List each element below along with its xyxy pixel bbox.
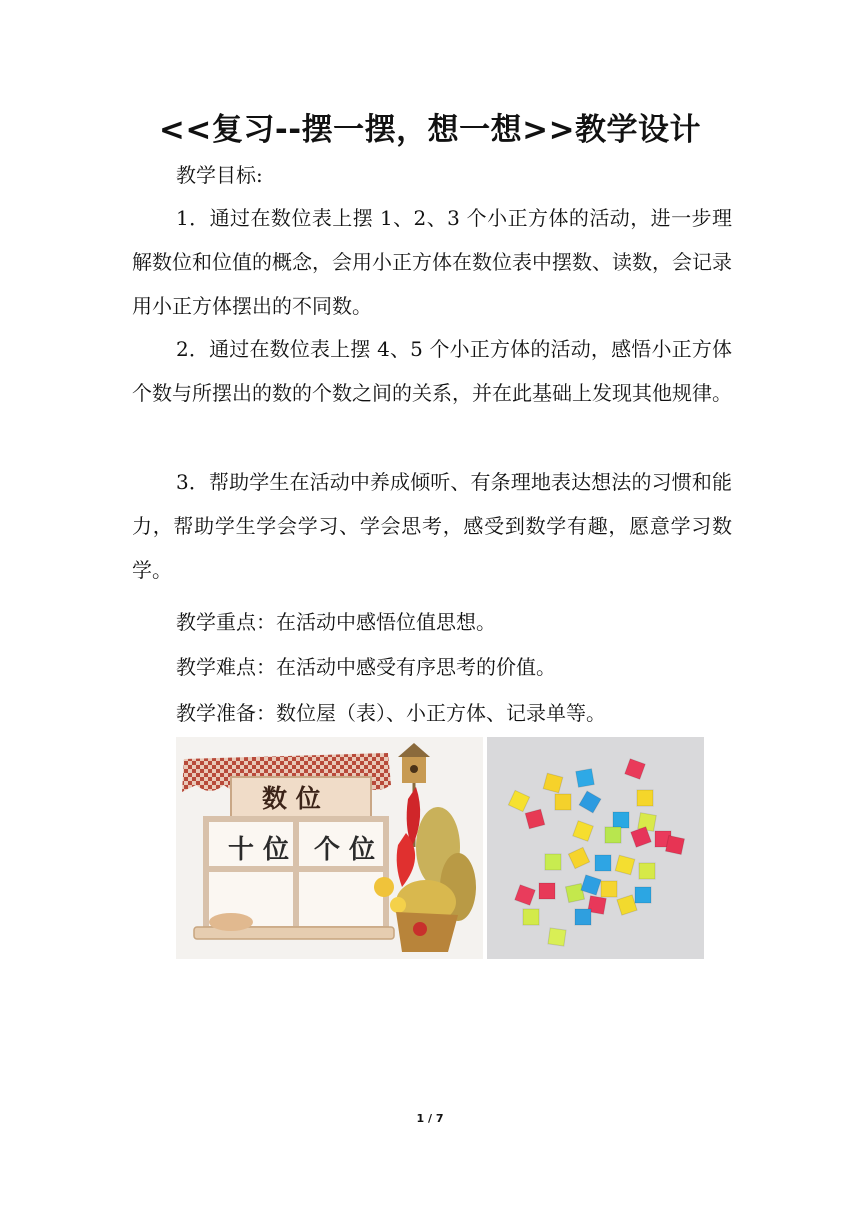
place-value-house-image bbox=[176, 737, 483, 959]
sign-top-label: 数 位 bbox=[262, 784, 321, 813]
page-number: 1 / 7 bbox=[416, 1112, 444, 1125]
preparation: 教学准备：数位屋（表）、小正方体、记录单等。 bbox=[176, 701, 606, 725]
tens-column-label: 十 位 bbox=[228, 835, 290, 865]
difficulty: 教学难点：在活动中感受有序思考的价值。 bbox=[176, 655, 556, 679]
ones-column-label: 个 位 bbox=[314, 835, 376, 865]
small-cubes-image bbox=[487, 737, 704, 959]
objective-1: 1．通过在数位表上摆 1、2、3 个小正方体的活动，进一步理解数位和位值的概念，会用小正方体在数位表中摆数、读数，会记录用小正方体摆出的不同数。 bbox=[132, 206, 732, 318]
objective-2: 2．通过在数位表上摆 4、5 个小正方体的活动，感悟小正方体个数与所摆出的数的个数之间的关系，并在此基础上发现其他规律。 bbox=[132, 337, 732, 405]
document-title: <<复习--摆一摆，想一想>>教学设计 bbox=[158, 112, 702, 148]
key-point: 教学重点：在活动中感悟位值思想。 bbox=[176, 610, 496, 634]
objective-3: 3．帮助学生在活动中养成倾听、有条理地表达想法的习惯和能力，帮助学生学会学习、学会思考，感受到数学有趣，愿意学习数学。 bbox=[132, 470, 732, 582]
objectives-heading: 教学目标: bbox=[176, 163, 263, 187]
